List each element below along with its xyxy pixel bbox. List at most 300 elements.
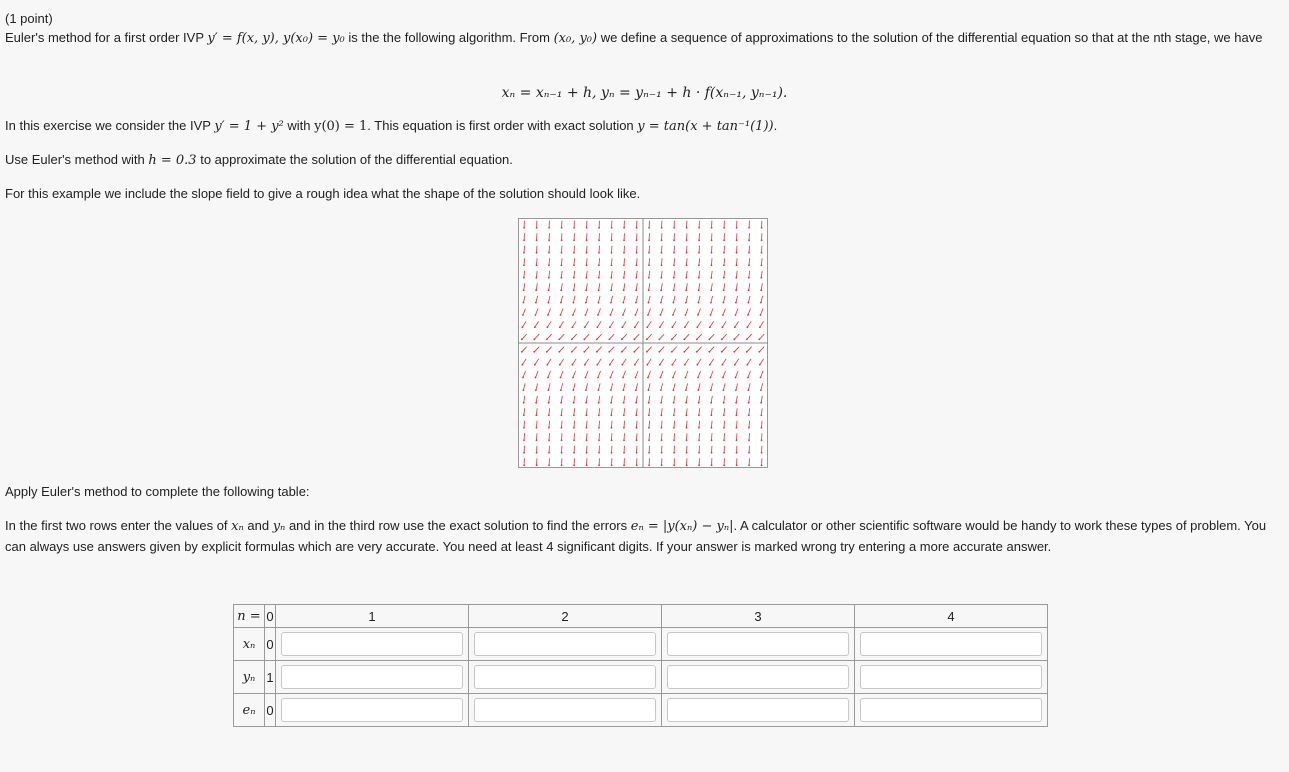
slope-arrow-head bbox=[636, 252, 638, 254]
slope-arrow-head bbox=[609, 326, 611, 328]
slope-arrow-head bbox=[696, 326, 698, 328]
slope-arrow-head bbox=[534, 364, 536, 366]
slope-arrow-head bbox=[585, 314, 587, 316]
slope-arrow-head bbox=[585, 402, 587, 404]
slope-arrow-head bbox=[748, 464, 750, 466]
slope-arrow-head bbox=[698, 239, 700, 241]
slope-arrow-head bbox=[585, 277, 587, 279]
slope-arrow-head bbox=[535, 389, 537, 391]
table-row-xn bbox=[234, 628, 1048, 661]
slope-arrow-head bbox=[673, 289, 675, 291]
slope-arrow-head bbox=[648, 427, 650, 429]
slope-arrow-head bbox=[623, 227, 625, 229]
yn-cell-2 bbox=[469, 661, 662, 694]
slope-arrow-head bbox=[535, 414, 537, 416]
slope-arrow-head bbox=[586, 452, 588, 454]
slope-arrow-head bbox=[573, 227, 575, 229]
slope-arrow-head bbox=[723, 239, 725, 241]
slope-arrow-head bbox=[685, 377, 687, 379]
slope-arrow-head bbox=[686, 252, 688, 254]
slope-arrow-head bbox=[748, 439, 750, 441]
slope-arrow-head bbox=[685, 414, 687, 416]
slope-arrow-head bbox=[708, 338, 710, 340]
slope-arrow-head bbox=[648, 439, 650, 441]
slope-arrow-head bbox=[658, 351, 660, 353]
slope-arrow-head bbox=[698, 389, 700, 391]
slope-arrow-head bbox=[534, 326, 536, 328]
slope-arrow-head bbox=[760, 289, 762, 291]
slope-arrow-head bbox=[571, 364, 573, 366]
yn-input-4[interactable] bbox=[860, 665, 1042, 689]
slope-arrow-head bbox=[535, 302, 537, 304]
slope-arrow-head bbox=[748, 277, 750, 279]
n-zero-cell: 0 bbox=[265, 605, 276, 628]
slope-arrow-head bbox=[661, 452, 663, 454]
xn-input-3[interactable] bbox=[667, 632, 849, 656]
slope-arrow-head bbox=[747, 314, 749, 316]
slope-arrow-head bbox=[548, 389, 550, 391]
slope-arrow-head bbox=[623, 414, 625, 416]
slope-arrow-head bbox=[708, 351, 710, 353]
slope-arrow-head bbox=[611, 452, 613, 454]
slope-arrow-head bbox=[735, 314, 737, 316]
slope-arrow-head bbox=[621, 364, 623, 366]
slope-arrow-head bbox=[598, 389, 600, 391]
slope-arrow-head bbox=[760, 389, 762, 391]
row-label-en: eₙ bbox=[234, 694, 265, 727]
en-input-2[interactable] bbox=[474, 698, 656, 722]
slope-arrow-head bbox=[573, 464, 575, 466]
slope-arrow-head bbox=[735, 402, 737, 404]
yn-input-2[interactable] bbox=[474, 665, 656, 689]
slope-arrow-head bbox=[748, 252, 750, 254]
slope-arrow-head bbox=[573, 389, 575, 391]
slope-arrow-head bbox=[686, 439, 688, 441]
slope-arrow-head bbox=[736, 264, 738, 266]
slope-arrow-head bbox=[710, 389, 712, 391]
slope-arrow-head bbox=[759, 326, 761, 328]
slope-arrow-head bbox=[746, 364, 748, 366]
slope-arrow-head bbox=[760, 414, 762, 416]
slope-arrow-head bbox=[685, 314, 687, 316]
slope-arrow-head bbox=[721, 338, 723, 340]
slope-arrow-head bbox=[673, 302, 675, 304]
en-input-1[interactable] bbox=[281, 698, 463, 722]
slope-arrow-head bbox=[523, 464, 525, 466]
slope-arrow-head bbox=[723, 414, 725, 416]
slope-arrow-head bbox=[696, 364, 698, 366]
slope-arrow-head bbox=[686, 464, 688, 466]
slope-arrow-head bbox=[673, 277, 675, 279]
slope-arrow-head bbox=[646, 364, 648, 366]
slope-arrow-head bbox=[636, 464, 638, 466]
slope-arrow-head bbox=[586, 252, 588, 254]
slope-arrow-head bbox=[610, 402, 612, 404]
slope-arrow-head bbox=[583, 351, 585, 353]
slope-arrow-head bbox=[598, 302, 600, 304]
slope-arrow-head bbox=[660, 377, 662, 379]
slope-arrow-head bbox=[672, 314, 674, 316]
slope-arrow-head bbox=[648, 264, 650, 266]
slope-arrow-head bbox=[560, 314, 562, 316]
slope-arrow-head bbox=[623, 439, 625, 441]
slope-arrow-head bbox=[623, 402, 625, 404]
slope-arrow-head bbox=[609, 364, 611, 366]
slope-arrow-head bbox=[535, 314, 537, 316]
slope-arrow-head bbox=[698, 452, 700, 454]
slope-arrow-head bbox=[597, 377, 599, 379]
slope-arrow-head bbox=[623, 452, 625, 454]
slope-arrow-head bbox=[611, 227, 613, 229]
slope-arrow-head bbox=[559, 364, 561, 366]
slope-arrow-head bbox=[561, 464, 563, 466]
slope-arrow-head bbox=[561, 252, 563, 254]
slope-arrow-head bbox=[560, 302, 562, 304]
slope-arrow-head bbox=[636, 439, 638, 441]
n-label-cell: n = bbox=[234, 605, 265, 628]
slope-arrow-head bbox=[548, 427, 550, 429]
table-instructions: In the first two rows enter the values of xₙ and yₙ and in the third row use the exact solution to find the errors eₙ = |y(xₙ) − yₙ|. A calculator or other scientific software would be handy to work these types of problem. You can always use answers given by explicit formulas which are very accurate. You need at least 4 significant digits. If your answer is marked wrong try entering a more accurate answer. bbox=[5, 518, 1267, 554]
slope-arrow-head bbox=[585, 289, 587, 291]
slope-arrow-head bbox=[560, 414, 562, 416]
slope-arrow-head bbox=[596, 364, 598, 366]
xn-cell-1 bbox=[276, 628, 469, 661]
slope-arrow-head bbox=[736, 464, 738, 466]
slope-arrow-head bbox=[548, 464, 550, 466]
slope-arrow-head bbox=[633, 351, 635, 353]
slope-arrow-head bbox=[596, 326, 598, 328]
yn-input-3[interactable] bbox=[667, 665, 849, 689]
slope-arrow-head bbox=[748, 389, 750, 391]
slope-arrow-head bbox=[535, 402, 537, 404]
slope-arrow-head bbox=[735, 377, 737, 379]
slope-arrow-head bbox=[736, 452, 738, 454]
euler-formula: xₙ = xₙ₋₁ + h, yₙ = yₙ₋₁ + h · f(xₙ₋₁, yₙ₋₁). bbox=[501, 85, 788, 101]
slope-arrow-head bbox=[586, 239, 588, 241]
slope-arrow-head bbox=[647, 314, 649, 316]
slope-arrow-head bbox=[533, 351, 535, 353]
en-cell-2 bbox=[469, 694, 662, 727]
slope-arrow-head bbox=[697, 377, 699, 379]
slope-arrow-head bbox=[584, 326, 586, 328]
slope-arrow-head bbox=[648, 389, 650, 391]
slope-arrow-head bbox=[598, 227, 600, 229]
slope-arrow-head bbox=[523, 252, 525, 254]
column-header-1: 1 bbox=[276, 605, 469, 628]
slope-arrow-head bbox=[736, 427, 738, 429]
slope-arrow-head bbox=[698, 264, 700, 266]
xn-cell-2 bbox=[469, 628, 662, 661]
slope-arrow-head bbox=[733, 338, 735, 340]
slope-arrow-head bbox=[622, 314, 624, 316]
slope-arrow-head bbox=[748, 402, 750, 404]
slope-arrow-head bbox=[661, 439, 663, 441]
apply-instruction: Apply Euler's method to complete the following table: bbox=[5, 484, 310, 499]
xn-cell-3 bbox=[662, 628, 855, 661]
slope-arrow-head bbox=[635, 414, 637, 416]
slope-arrow-head bbox=[735, 302, 737, 304]
slope-arrow-head bbox=[723, 452, 725, 454]
slope-arrow-head bbox=[660, 314, 662, 316]
slope-arrow-head bbox=[735, 414, 737, 416]
slope-arrow-head bbox=[761, 427, 763, 429]
slope-arrow-head bbox=[723, 302, 725, 304]
slope-arrow-head bbox=[698, 439, 700, 441]
slope-arrow-head bbox=[648, 414, 650, 416]
slope-arrow-head bbox=[623, 464, 625, 466]
en-cell-1 bbox=[276, 694, 469, 727]
slope-arrow-head bbox=[686, 239, 688, 241]
slope-arrow-head bbox=[546, 338, 548, 340]
slope-arrow-head bbox=[573, 277, 575, 279]
slope-arrow-head bbox=[634, 326, 636, 328]
slope-arrow-head bbox=[611, 439, 613, 441]
slope-arrow-head bbox=[573, 427, 575, 429]
slope-arrow-head bbox=[696, 338, 698, 340]
exercise-paragraph: In this exercise we consider the IVP y′ = 1 + y² with y(0) = 1. This equation is first order with exact solution y = tan(x + tan⁻¹(1)). bbox=[5, 118, 778, 134]
slope-arrow-head bbox=[671, 326, 673, 328]
yn-cell-4 bbox=[855, 661, 1048, 694]
slope-arrow-head bbox=[710, 289, 712, 291]
slope-arrow-head bbox=[573, 452, 575, 454]
slope-arrow-head bbox=[648, 277, 650, 279]
slope-arrow-head bbox=[684, 326, 686, 328]
xn-input-2[interactable] bbox=[474, 632, 656, 656]
slope-arrow-head bbox=[523, 452, 525, 454]
slope-arrow-head bbox=[673, 402, 675, 404]
slope-arrow-head bbox=[635, 402, 637, 404]
xn-cell-4 bbox=[855, 628, 1048, 661]
slope-arrow-head bbox=[685, 402, 687, 404]
slope-arrow-head bbox=[646, 338, 648, 340]
slope-arrow-head bbox=[535, 377, 537, 379]
slope-arrow-head bbox=[598, 439, 600, 441]
slope-arrow-head bbox=[536, 264, 538, 266]
slope-arrow-head bbox=[711, 227, 713, 229]
slope-arrow-head bbox=[734, 364, 736, 366]
slope-arrow-head bbox=[598, 414, 600, 416]
slope-arrow-head bbox=[523, 264, 525, 266]
slope-arrow-head bbox=[585, 389, 587, 391]
slope-arrow-head bbox=[621, 326, 623, 328]
slope-arrow-head bbox=[748, 227, 750, 229]
slope-arrow-head bbox=[758, 338, 760, 340]
slope-arrow-head bbox=[636, 452, 638, 454]
slope-arrow-head bbox=[573, 439, 575, 441]
yn-cell-1 bbox=[276, 661, 469, 694]
slope-arrow-head bbox=[761, 464, 763, 466]
slope-arrow-head bbox=[558, 338, 560, 340]
slope-arrow-head bbox=[761, 264, 763, 266]
slope-arrow-head bbox=[698, 227, 700, 229]
slope-arrow-head bbox=[636, 427, 638, 429]
slope-arrow-head bbox=[723, 427, 725, 429]
en-input-3[interactable] bbox=[667, 698, 849, 722]
slope-arrow-head bbox=[596, 351, 598, 353]
slope-arrow-head bbox=[623, 302, 625, 304]
slope-arrow-head bbox=[573, 402, 575, 404]
slope-field-plot bbox=[518, 218, 768, 468]
slope-arrow-head bbox=[673, 389, 675, 391]
slope-arrow-head bbox=[660, 289, 662, 291]
slope-arrow-head bbox=[646, 351, 648, 353]
slope-arrow-head bbox=[760, 302, 762, 304]
slope-arrow-head bbox=[548, 302, 550, 304]
slope-arrow-head bbox=[660, 402, 662, 404]
slope-arrow-head bbox=[658, 338, 660, 340]
slope-arrow-head bbox=[736, 227, 738, 229]
slope-arrow-head bbox=[683, 351, 685, 353]
slope-arrow-head bbox=[723, 264, 725, 266]
slope-arrow-head bbox=[548, 264, 550, 266]
column-header-4: 4 bbox=[855, 605, 1048, 628]
slope-arrow-head bbox=[598, 277, 600, 279]
slope-arrow-head bbox=[721, 351, 723, 353]
slope-arrow-head bbox=[733, 351, 735, 353]
slope-arrow-head bbox=[610, 314, 612, 316]
slope-arrow-head bbox=[634, 364, 636, 366]
slope-arrow-head bbox=[698, 302, 700, 304]
slope-arrow-head bbox=[548, 227, 550, 229]
slope-arrow-head bbox=[722, 377, 724, 379]
intro-paragraph: Euler's method for a first order IVP y′ = f(x, y), y(x₀) = y₀ is the the following algorithm. From (x₀, y₀) we define a sequence of approximations to the solution of the differential equation so that at the nth stage, we have bbox=[5, 30, 1263, 46]
slope-arrow-head bbox=[760, 402, 762, 404]
slope-arrow-head bbox=[611, 264, 613, 266]
slope-arrow-head bbox=[710, 314, 712, 316]
slope-arrow-head bbox=[623, 389, 625, 391]
slope-arrow-head bbox=[698, 427, 700, 429]
euler-table bbox=[233, 604, 1048, 727]
slope-arrow-head bbox=[673, 464, 675, 466]
slope-arrow-head bbox=[610, 277, 612, 279]
slope-arrow-head bbox=[748, 427, 750, 429]
slope-arrow-head bbox=[648, 239, 650, 241]
xn-initial-value: 0 bbox=[265, 628, 276, 661]
slope-arrow-head bbox=[521, 351, 523, 353]
slope-arrow-head bbox=[546, 326, 548, 328]
slope-arrow-head bbox=[597, 314, 599, 316]
slope-arrow-head bbox=[521, 326, 523, 328]
slope-arrow-head bbox=[710, 402, 712, 404]
slope-arrow-head bbox=[646, 326, 648, 328]
slope-arrow-head bbox=[661, 252, 663, 254]
xn-input-4[interactable] bbox=[860, 632, 1042, 656]
slope-arrow-head bbox=[648, 452, 650, 454]
slope-arrow-head bbox=[673, 452, 675, 454]
slope-arrow-head bbox=[723, 252, 725, 254]
slope-arrow-head bbox=[623, 264, 625, 266]
slope-arrow-head bbox=[548, 289, 550, 291]
slope-arrow-head bbox=[523, 289, 525, 291]
slope-arrow-head bbox=[661, 264, 663, 266]
slope-arrow-head bbox=[548, 452, 550, 454]
slope-arrow-head bbox=[723, 402, 725, 404]
slope-arrow-head bbox=[710, 277, 712, 279]
slope-arrow-head bbox=[598, 239, 600, 241]
slope-arrow-head bbox=[536, 464, 538, 466]
slope-arrow-head bbox=[547, 377, 549, 379]
slope-arrow-head bbox=[748, 414, 750, 416]
slope-arrow-head bbox=[748, 239, 750, 241]
slope-arrow-head bbox=[558, 351, 560, 353]
xn-input-1[interactable] bbox=[281, 632, 463, 656]
slope-arrow-head bbox=[736, 239, 738, 241]
slope-arrow-head bbox=[522, 314, 524, 316]
table-row-en bbox=[234, 694, 1048, 727]
slope-arrow-head bbox=[610, 377, 612, 379]
slope-arrow-head bbox=[709, 326, 711, 328]
slope-arrow-head bbox=[586, 427, 588, 429]
slope-arrow-head bbox=[748, 264, 750, 266]
slope-arrow-head bbox=[648, 402, 650, 404]
slope-arrow-head bbox=[598, 252, 600, 254]
slope-arrow-head bbox=[746, 326, 748, 328]
slope-arrow-head bbox=[572, 377, 574, 379]
slope-arrow-head bbox=[548, 239, 550, 241]
step-size-paragraph: Use Euler's method with h = 0.3 to approximate the solution of the differential equation. bbox=[5, 152, 513, 168]
slope-arrow-head bbox=[583, 338, 585, 340]
slope-arrow-head bbox=[760, 377, 762, 379]
slope-arrow-head bbox=[672, 377, 674, 379]
slope-field-intro: For this example we include the slope field to give a rough idea what the shape of the solution should look like. bbox=[5, 186, 641, 201]
slope-arrow-head bbox=[661, 239, 663, 241]
slope-arrow-head bbox=[561, 452, 563, 454]
slope-arrow-head bbox=[573, 414, 575, 416]
slope-arrow-head bbox=[648, 464, 650, 466]
slope-arrow-head bbox=[586, 439, 588, 441]
slope-arrow-head bbox=[560, 377, 562, 379]
slope-arrow-head bbox=[548, 402, 550, 404]
en-cell-3 bbox=[662, 694, 855, 727]
yn-initial-value: 1 bbox=[265, 661, 276, 694]
slope-arrow-head bbox=[696, 351, 698, 353]
slope-arrow-head bbox=[761, 239, 763, 241]
slope-arrow-head bbox=[661, 427, 663, 429]
slope-arrow-head bbox=[623, 252, 625, 254]
slope-arrow-head bbox=[523, 239, 525, 241]
slope-arrow-head bbox=[522, 377, 524, 379]
slope-arrow-head bbox=[660, 302, 662, 304]
slope-arrow-head bbox=[596, 338, 598, 340]
slope-arrow-head bbox=[585, 377, 587, 379]
slope-arrow-head bbox=[721, 364, 723, 366]
slope-arrow-head bbox=[721, 326, 723, 328]
slope-arrow-head bbox=[608, 338, 610, 340]
yn-input-1[interactable] bbox=[281, 665, 463, 689]
slope-arrow-head bbox=[635, 389, 637, 391]
slope-arrow-head bbox=[659, 364, 661, 366]
slope-arrow-head bbox=[535, 277, 537, 279]
slope-arrow-head bbox=[660, 277, 662, 279]
en-input-4[interactable] bbox=[860, 698, 1042, 722]
slope-arrow-head bbox=[623, 277, 625, 279]
slope-arrow-head bbox=[698, 414, 700, 416]
slope-arrow-head bbox=[546, 364, 548, 366]
slope-arrow-head bbox=[685, 277, 687, 279]
slope-arrow-head bbox=[561, 239, 563, 241]
slope-arrow-head bbox=[536, 227, 538, 229]
slope-arrow-head bbox=[648, 302, 650, 304]
slope-arrow-head bbox=[671, 364, 673, 366]
slope-arrow-head bbox=[571, 326, 573, 328]
slope-arrow-head bbox=[535, 289, 537, 291]
slope-arrow-head bbox=[635, 277, 637, 279]
slope-arrow-head bbox=[685, 302, 687, 304]
slope-arrow-head bbox=[561, 227, 563, 229]
slope-arrow-head bbox=[698, 402, 700, 404]
slope-arrow-head bbox=[571, 338, 573, 340]
slope-arrow-head bbox=[758, 351, 760, 353]
